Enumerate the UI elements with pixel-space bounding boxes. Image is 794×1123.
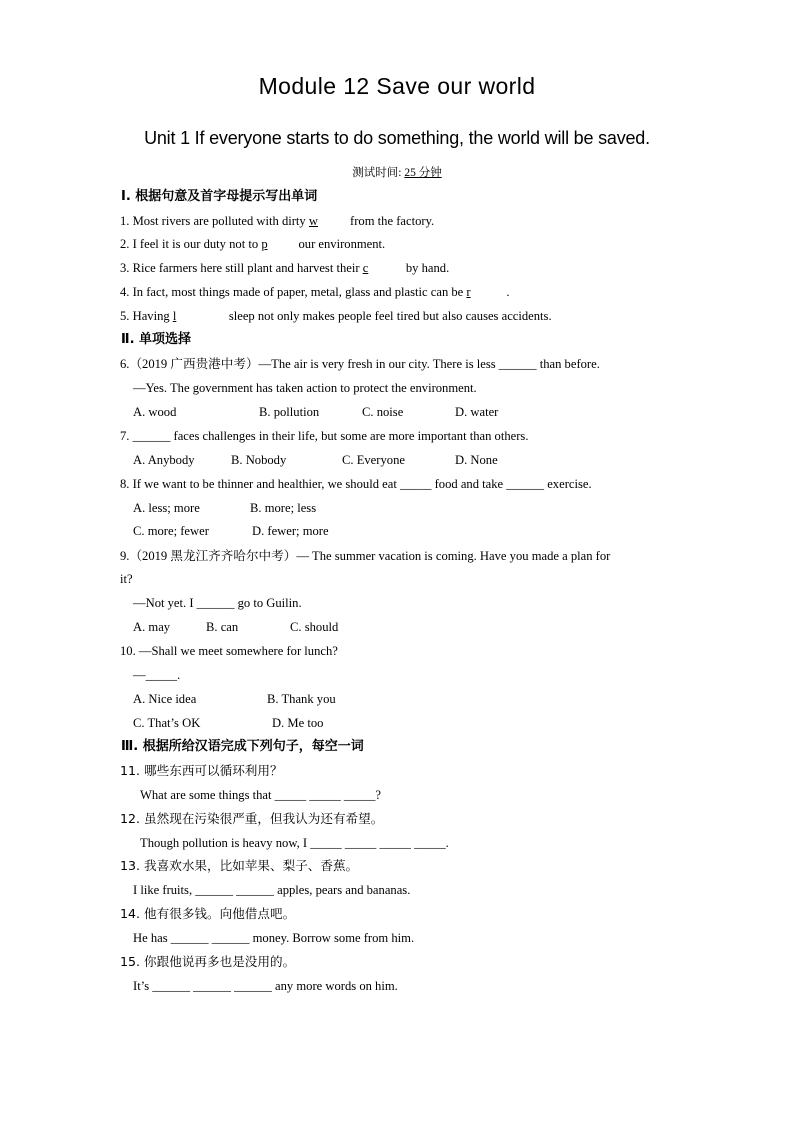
question-7-option-c[interactable]: C. Everyone [342,453,405,467]
question-6-option-d[interactable]: D. water [455,405,499,419]
question-7-option-a[interactable]: A. Anybody [133,453,195,467]
question-9-reply: —Not yet. I ______ go to Guilin. [133,596,302,610]
question-4-blank[interactable]: r [466,285,471,299]
question-7: 7. ______ faces challenges in their life, but some are more important than others. [120,429,529,443]
question-2-text: 2. I feel it is our duty not to [120,237,262,251]
question-4-tail: . [506,285,510,299]
question-10-option-c[interactable]: C. That’s OK [133,716,201,730]
question-11-english[interactable]: What are some things that _____ _____ _____? [140,788,381,802]
question-12-chinese: 12. 虽然现在污染很严重，但我认为还有希望。 [120,811,384,826]
question-8-option-a[interactable]: A. less; more [133,501,200,515]
question-6-option-c[interactable]: C. noise [362,405,404,419]
question-1-text: 1. Most rivers are polluted with dirty [120,214,309,228]
question-10-option-b[interactable]: B. Thank you [267,692,336,706]
question-8: 8. If we want to be thinner and healthier, we should eat _____ food and take ______ exercise. [120,477,592,491]
page-subtitle: Unit 1 If everyone starts to do something, the world will be saved. [144,128,650,148]
test-time-label: 测试时间: [352,167,402,179]
question-9-option-c[interactable]: C. should [290,620,339,634]
section-1-heading: Ⅰ. 根据句意及首字母提示写出单词 [121,189,318,204]
question-15-chinese: 15. 你跟他说再多也是没用的。 [120,954,296,969]
test-time [0,164,794,180]
question-10-reply: —_____. [133,668,181,682]
question-8-option-b[interactable]: B. more; less [250,501,317,515]
question-3 [120,260,449,276]
question-5-blank[interactable]: l [172,309,177,323]
question-7-option-d[interactable]: D. None [455,453,498,467]
page-title: Module 12 Save our world [258,73,536,99]
question-6-reply: —Yes. The government has taken action to protect the environment. [133,381,477,395]
question-6-option-b[interactable]: B. pollution [259,405,320,419]
question-6-option-a[interactable]: A. wood [133,405,177,419]
section-3-heading: Ⅲ. 根据所给汉语完成下列句子，每空一词 [121,739,364,754]
question-9-cont: it? [120,572,133,586]
question-2-tail: our environment. [298,237,386,251]
question-12-english[interactable]: Though pollution is heavy now, I _____ _____ _____ _____. [140,836,449,850]
test-time-value: 25 分钟 [404,167,442,179]
question-9-option-b[interactable]: B. can [206,620,239,634]
question-5-tail: sleep not only makes people feel tired but also causes accidents. [228,309,552,323]
question-4 [120,284,510,300]
question-8-option-c[interactable]: C. more; fewer [133,524,209,538]
question-14-english[interactable]: He has ______ ______ money. Borrow some from him. [133,931,415,945]
question-10-option-d[interactable]: D. Me too [272,716,324,730]
question-1-tail: from the factory. [350,214,435,228]
question-5 [120,308,552,324]
question-10: 10. —Shall we meet somewhere for lunch? [120,644,338,658]
question-8-option-d[interactable]: D. fewer; more [252,524,329,538]
question-11-chinese: 11. 哪些东西可以循环利用？ [120,763,283,778]
question-15-english[interactable]: It’s ______ ______ ______ any more words on him. [133,979,398,993]
question-13-english[interactable]: I like fruits, ______ ______ apples, pears and bananas. [133,883,411,897]
section-2-heading: Ⅱ. 单项选择 [121,332,192,347]
question-6: 6.（2019 广西贵港中考）—The air is very fresh in our city. There is less ______ than before. [120,357,600,371]
question-4-text: 4. In fact, most things made of paper, metal, glass and plastic can be [120,285,467,299]
question-5-text: 5. Having [120,309,173,323]
question-10-option-a[interactable]: A. Nice idea [133,692,197,706]
question-13-chinese: 13. 我喜欢水果，比如苹果、梨子、香蕉。 [120,858,359,873]
question-9: 9.（2019 黑龙江齐齐哈尔中考）— The summer vacation is coming. Have you made a plan for [120,549,611,563]
question-1 [120,213,434,229]
question-2 [120,236,385,252]
question-7-option-b[interactable]: B. Nobody [231,453,287,467]
question-1-blank[interactable]: w [308,214,318,228]
question-2-blank[interactable]: p [261,237,268,251]
question-3-text: 3. Rice farmers here still plant and harvest their [120,261,363,275]
question-9-option-a[interactable]: A. may [133,620,171,634]
question-14-chinese: 14. 他有很多钱。向他借点吧。 [120,906,296,921]
question-3-tail: by hand. [405,261,450,275]
question-3-blank[interactable]: c [362,261,369,275]
